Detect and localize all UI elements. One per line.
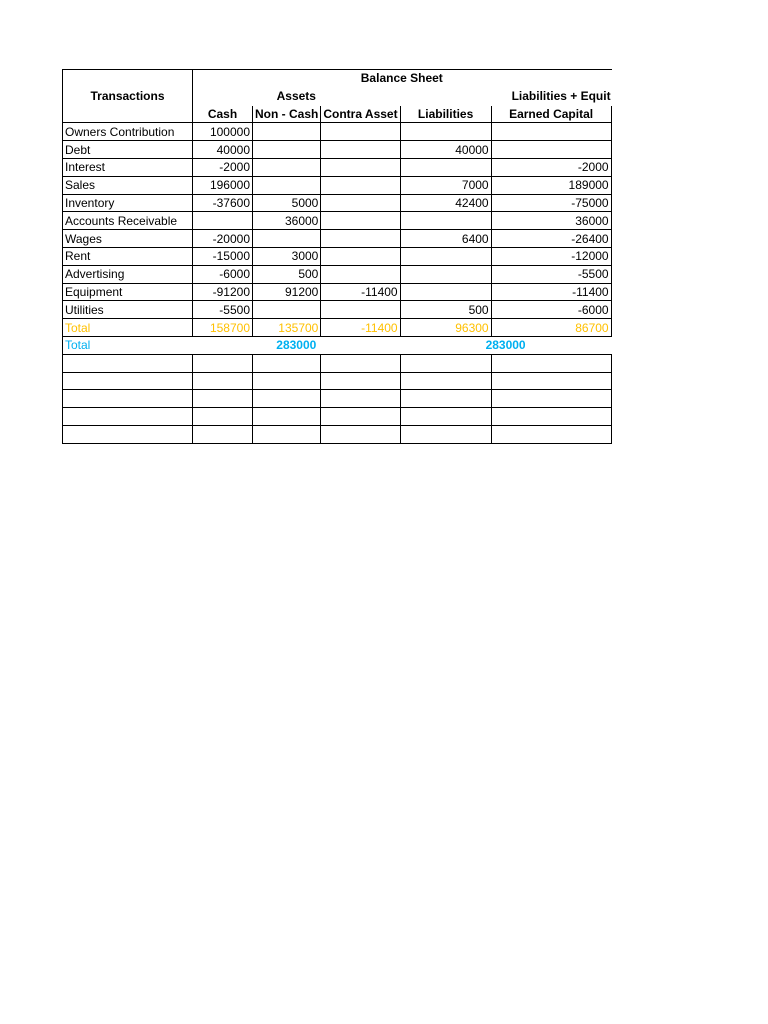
table-row <box>63 158 612 176</box>
cell-noncash[interactable] <box>253 123 321 141</box>
balance-sheet-header: Balance Sheet <box>193 70 612 88</box>
cell-noncash[interactable] <box>253 176 321 194</box>
cell-liab[interactable]: 7000 <box>400 176 491 194</box>
table-row <box>63 212 612 230</box>
transaction-label[interactable]: Accounts Receivable <box>63 212 193 230</box>
transaction-label[interactable]: Wages <box>63 230 193 248</box>
cell-noncash[interactable]: 36000 <box>253 212 321 230</box>
table-row <box>63 247 612 265</box>
empty-cell[interactable] <box>63 372 193 390</box>
totals-row <box>63 319 612 337</box>
cell-contra[interactable] <box>321 123 400 141</box>
cell-liab[interactable]: 40000 <box>400 141 491 159</box>
table-row <box>63 283 612 301</box>
cell-earned[interactable]: 36000 <box>491 212 611 230</box>
grand-total-label[interactable]: Total <box>63 336 193 354</box>
cell-cash[interactable]: -20000 <box>193 230 253 248</box>
cell-liab[interactable]: 500 <box>400 301 491 319</box>
cell-earned[interactable]: -5500 <box>491 265 611 283</box>
empty-cell[interactable] <box>400 354 491 372</box>
cell-contra[interactable] <box>321 265 400 283</box>
empty-row <box>63 354 612 372</box>
cell-contra[interactable] <box>321 176 400 194</box>
cell-cash[interactable]: 40000 <box>193 141 253 159</box>
cell-earned[interactable] <box>491 141 611 159</box>
balance-sheet-table <box>62 69 612 444</box>
cell-earned[interactable]: -12000 <box>491 247 611 265</box>
empty-cell[interactable] <box>321 354 400 372</box>
earned-capital-header: Earned Capital <box>491 105 611 123</box>
empty-cell[interactable] <box>193 425 253 443</box>
empty-cell[interactable] <box>491 408 611 426</box>
cell-liab[interactable] <box>400 158 491 176</box>
empty-row <box>63 425 612 443</box>
empty-cell[interactable] <box>253 390 321 408</box>
transaction-label[interactable]: Interest <box>63 158 193 176</box>
table-row <box>63 176 612 194</box>
cell-cash[interactable]: 196000 <box>193 176 253 194</box>
cell-earned[interactable]: -6000 <box>491 301 611 319</box>
total-noncash[interactable]: 135700 <box>253 319 321 337</box>
grand-total-liabilities-equity[interactable]: 283000 <box>400 336 611 354</box>
transaction-label[interactable]: Debt <box>63 141 193 159</box>
transaction-label[interactable]: Rent <box>63 247 193 265</box>
total-earned[interactable]: 86700 <box>491 319 611 337</box>
cell-noncash[interactable] <box>253 158 321 176</box>
table-row <box>63 230 612 248</box>
empty-cell[interactable] <box>491 390 611 408</box>
cell-earned[interactable] <box>491 123 611 141</box>
cell-noncash[interactable] <box>253 230 321 248</box>
cell-contra[interactable] <box>321 141 400 159</box>
cell-noncash[interactable]: 3000 <box>253 247 321 265</box>
cell-contra[interactable] <box>321 301 400 319</box>
table-row <box>63 265 612 283</box>
empty-cell[interactable] <box>321 408 400 426</box>
transaction-label[interactable]: Utilities <box>63 301 193 319</box>
table-row <box>63 194 612 212</box>
empty-cell[interactable] <box>253 408 321 426</box>
empty-cell[interactable] <box>253 354 321 372</box>
empty-cell[interactable] <box>193 354 253 372</box>
empty-row <box>63 390 612 408</box>
transaction-label[interactable]: Owners Contribution <box>63 123 193 141</box>
cell-noncash[interactable]: 500 <box>253 265 321 283</box>
cell-liab[interactable]: 6400 <box>400 230 491 248</box>
total-contra[interactable]: -11400 <box>321 319 400 337</box>
empty-cell[interactable] <box>193 408 253 426</box>
total-liab[interactable]: 96300 <box>400 319 491 337</box>
cell-noncash[interactable] <box>253 301 321 319</box>
grand-total-row <box>63 336 612 354</box>
transaction-label[interactable]: Sales <box>63 176 193 194</box>
transaction-label[interactable]: Inventory <box>63 194 193 212</box>
cell-cash[interactable]: -6000 <box>193 265 253 283</box>
empty-cell[interactable] <box>491 354 611 372</box>
cell-earned[interactable]: -2000 <box>491 158 611 176</box>
cell-noncash[interactable]: 5000 <box>253 194 321 212</box>
cell-liab[interactable]: 42400 <box>400 194 491 212</box>
cell-cash[interactable]: -15000 <box>193 247 253 265</box>
cell-contra[interactable] <box>321 212 400 230</box>
cell-earned[interactable]: -26400 <box>491 230 611 248</box>
cell-cash[interactable]: -91200 <box>193 283 253 301</box>
empty-cell[interactable] <box>63 408 193 426</box>
non-cash-header: Non - Cash <box>253 105 321 123</box>
cell-cash[interactable]: 100000 <box>193 123 253 141</box>
table-row <box>63 301 612 319</box>
empty-cell[interactable] <box>321 372 400 390</box>
empty-row <box>63 408 612 426</box>
cell-cash[interactable]: -37600 <box>193 194 253 212</box>
cell-contra[interactable] <box>321 230 400 248</box>
cell-earned[interactable]: -75000 <box>491 194 611 212</box>
empty-cell[interactable] <box>253 425 321 443</box>
table-row <box>63 123 612 141</box>
assets-header: Assets <box>193 87 401 105</box>
cell-liab[interactable] <box>400 123 491 141</box>
transaction-label[interactable]: Advertising <box>63 265 193 283</box>
transaction-label[interactable]: Equipment <box>63 283 193 301</box>
liabilities-equity-header: Liabilities + Equit <box>400 87 611 105</box>
empty-cell[interactable] <box>400 390 491 408</box>
empty-cell[interactable] <box>63 425 193 443</box>
empty-cell[interactable] <box>400 425 491 443</box>
empty-cell[interactable] <box>400 372 491 390</box>
empty-cell[interactable] <box>63 354 193 372</box>
header-row-1 <box>63 70 612 88</box>
cell-contra[interactable] <box>321 194 400 212</box>
cell-noncash[interactable] <box>253 141 321 159</box>
empty-cell[interactable] <box>193 390 253 408</box>
total-cash[interactable]: 158700 <box>193 319 253 337</box>
cell-earned[interactable]: 189000 <box>491 176 611 194</box>
empty-cell[interactable] <box>491 372 611 390</box>
empty-cell[interactable] <box>253 372 321 390</box>
cell-noncash[interactable]: 91200 <box>253 283 321 301</box>
cell-contra[interactable] <box>321 247 400 265</box>
empty-cell[interactable] <box>400 408 491 426</box>
empty-cell[interactable] <box>321 425 400 443</box>
contra-asset-header: Contra Asset <box>321 105 400 123</box>
cash-header: Cash <box>193 105 253 123</box>
cell-liab[interactable] <box>400 283 491 301</box>
liabilities-header: Liabilities <box>400 105 491 123</box>
cell-cash[interactable]: -5500 <box>193 301 253 319</box>
table-row <box>63 141 612 159</box>
cell-earned[interactable]: -11400 <box>491 283 611 301</box>
cell-cash[interactable] <box>193 212 253 230</box>
cell-contra[interactable] <box>321 158 400 176</box>
transactions-header: Transactions <box>63 70 193 123</box>
cell-liab[interactable] <box>400 247 491 265</box>
empty-cell[interactable] <box>491 425 611 443</box>
cell-liab[interactable] <box>400 265 491 283</box>
empty-cell[interactable] <box>321 390 400 408</box>
empty-cell[interactable] <box>63 390 193 408</box>
empty-cell[interactable] <box>193 372 253 390</box>
totals-label[interactable]: Total <box>63 319 193 337</box>
grand-total-assets[interactable]: 283000 <box>193 336 401 354</box>
cell-contra[interactable]: -11400 <box>321 283 400 301</box>
cell-liab[interactable] <box>400 212 491 230</box>
cell-cash[interactable]: -2000 <box>193 158 253 176</box>
empty-row <box>63 372 612 390</box>
